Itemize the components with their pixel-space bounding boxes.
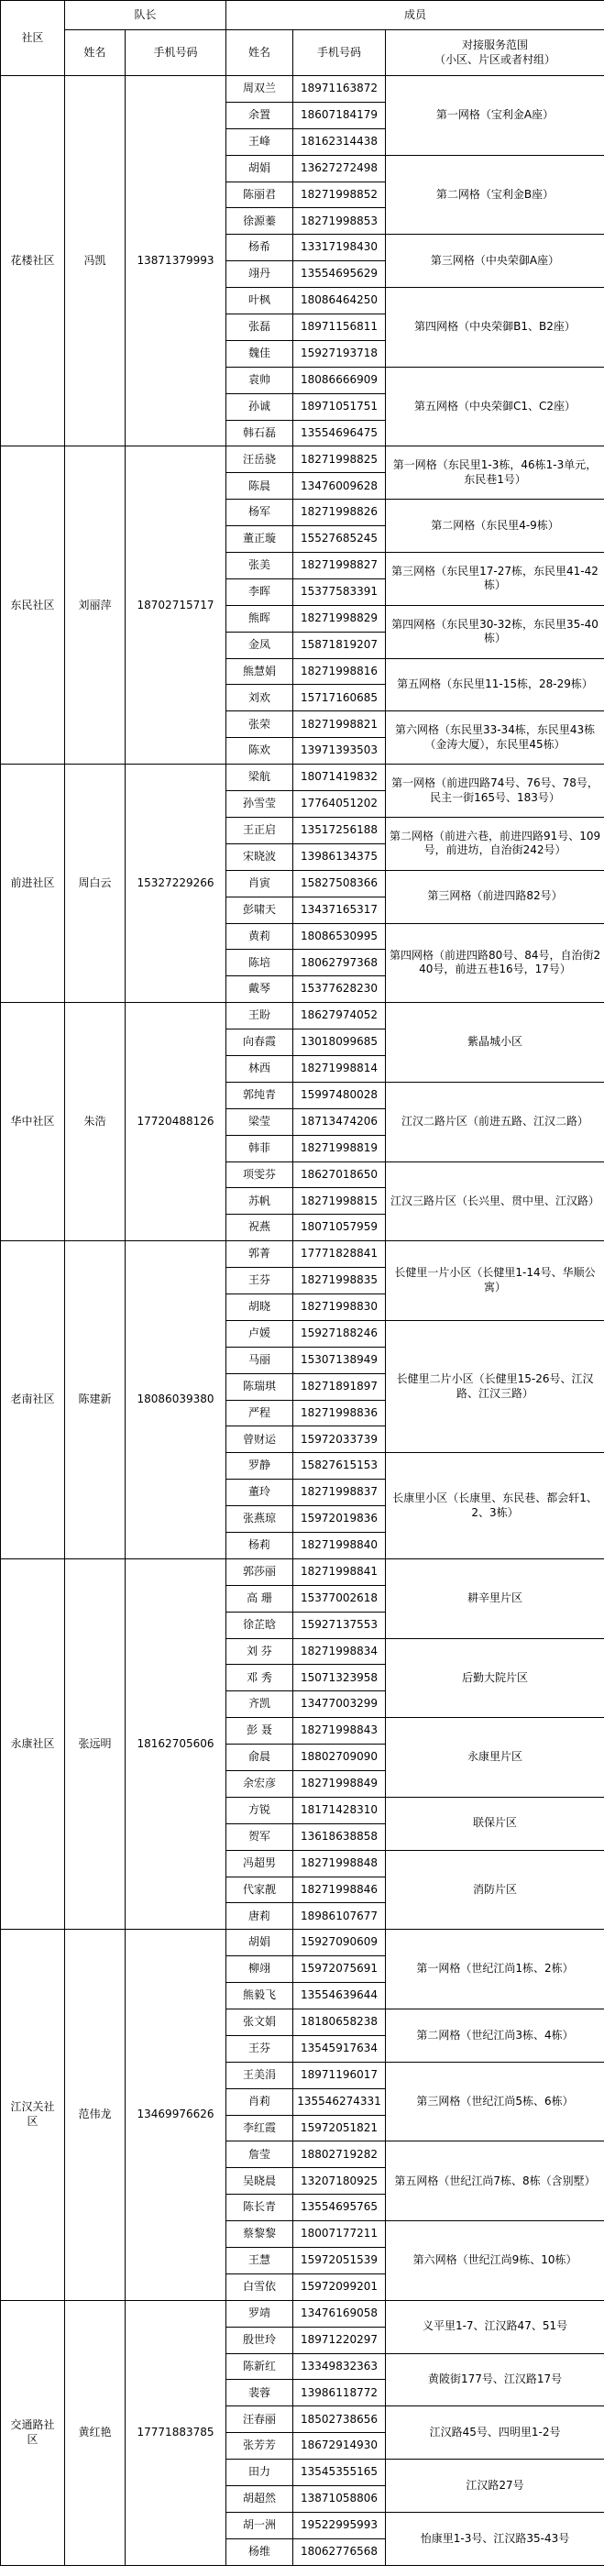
member-phone-cell: 18802719282 — [293, 2141, 386, 2168]
captain-phone-cell: 17771883785 — [126, 2300, 226, 2565]
member-name-cell: 王正启 — [226, 817, 293, 843]
member-name-cell: 韩菲 — [226, 1135, 293, 1161]
member-name-cell: 余宏彦 — [226, 1771, 293, 1798]
member-name-cell: 代家靓 — [226, 1877, 293, 1903]
member-name-cell: 张芳芳 — [226, 2433, 293, 2460]
member-phone-cell: 15377002618 — [293, 1585, 386, 1612]
member-name-cell: 熊晖 — [226, 605, 293, 632]
member-phone-cell: 13476009628 — [293, 473, 386, 500]
member-name-cell: 陈新红 — [226, 2353, 293, 2380]
captain-name-cell: 张远明 — [65, 1558, 126, 1929]
member-phone-cell: 13476169058 — [293, 2300, 386, 2327]
table-header — [1, 1, 604, 76]
member-name-cell: 殷世玲 — [226, 2327, 293, 2353]
member-phone-cell: 18071419832 — [293, 765, 386, 791]
captain-name-cell: 冯凯 — [65, 76, 126, 446]
member-name-cell: 苏帆 — [226, 1188, 293, 1215]
member-phone-cell: 13986134375 — [293, 843, 386, 870]
table-row — [1, 1930, 604, 1956]
member-name-cell: 白雪依 — [226, 2273, 293, 2300]
community-name-cell: 交通路社区 — [1, 2300, 65, 2565]
member-name-cell: 徐芷晗 — [226, 1612, 293, 1638]
member-phone-cell: 18271998834 — [293, 1638, 386, 1665]
member-phone-cell: 15972099201 — [293, 2273, 386, 2300]
header-member-name: 姓名 — [226, 30, 293, 76]
member-phone-cell: 18062797368 — [293, 950, 386, 976]
service-scope-cell: 怡康里1-3号、江汉路35-43号 — [386, 2512, 604, 2565]
member-phone-cell: 18086530995 — [293, 923, 386, 950]
member-name-cell: 方锐 — [226, 1797, 293, 1823]
member-name-cell: 罗静 — [226, 1453, 293, 1480]
member-phone-cell: 18986107677 — [293, 1903, 386, 1930]
member-phone-cell: 18271998841 — [293, 1558, 386, 1585]
member-phone-cell: 13871058806 — [293, 2486, 386, 2513]
member-phone-cell: 13554695629 — [293, 261, 386, 288]
member-phone-cell: 18086464250 — [293, 288, 386, 314]
member-phone-cell: 18171428310 — [293, 1797, 386, 1823]
member-name-cell: 杨希 — [226, 235, 293, 261]
member-name-cell: 俞晨 — [226, 1745, 293, 1771]
member-name-cell: 郭菁 — [226, 1241, 293, 1268]
member-phone-cell: 13545917634 — [293, 2035, 386, 2062]
member-phone-cell: 18971196017 — [293, 2062, 386, 2088]
service-scope-cell: 第五网格（中央荣御C1、C2座） — [386, 367, 604, 446]
member-name-cell: 肖寅 — [226, 870, 293, 897]
member-name-cell: 魏佳 — [226, 340, 293, 367]
member-phone-cell: 15527685245 — [293, 526, 386, 553]
member-name-cell: 肖莉 — [226, 2088, 293, 2115]
member-name-cell: 唐莉 — [226, 1903, 293, 1930]
member-name-cell: 陈丽君 — [226, 182, 293, 208]
header-captain: 队长 — [65, 1, 226, 30]
member-name-cell: 胡娟 — [226, 1930, 293, 1956]
captain-name-cell: 范伟龙 — [65, 1930, 126, 2300]
member-phone-cell: 18271998852 — [293, 182, 386, 208]
member-phone-cell: 13545355165 — [293, 2460, 386, 2486]
member-name-cell: 马丽 — [226, 1347, 293, 1373]
member-phone-cell: 15827508366 — [293, 870, 386, 897]
member-name-cell: 熊毅飞 — [226, 1983, 293, 2009]
member-phone-cell: 18271998849 — [293, 1771, 386, 1798]
member-phone-cell: 18180658238 — [293, 2009, 386, 2036]
service-scope-cell: 后勤大院片区 — [386, 1638, 604, 1718]
member-phone-cell: 18271998848 — [293, 1850, 386, 1877]
member-phone-cell: 17764051202 — [293, 791, 386, 818]
member-phone-cell: 13517256188 — [293, 817, 386, 843]
member-name-cell: 汪岳骁 — [226, 446, 293, 473]
header-community: 社区 — [1, 1, 65, 76]
service-scope-cell: 耕辛里片区 — [386, 1558, 604, 1638]
captain-phone-cell: 17720488126 — [126, 1003, 226, 1241]
member-phone-cell: 18071057959 — [293, 1215, 386, 1241]
service-scope-cell: 第二网格（前进六巷，前进四路91号、109号，前进坊，自治街242号） — [386, 817, 604, 870]
member-name-cell: 李红霞 — [226, 2115, 293, 2141]
member-name-cell: 韩石磊 — [226, 420, 293, 446]
member-name-cell: 杨军 — [226, 500, 293, 526]
member-phone-cell: 13554696475 — [293, 420, 386, 446]
member-name-cell: 詹莹 — [226, 2141, 293, 2168]
member-phone-cell: 15972019836 — [293, 1506, 386, 1533]
member-name-cell: 周双兰 — [226, 76, 293, 103]
member-name-cell: 熊慧娟 — [226, 658, 293, 685]
member-name-cell: 卢媛 — [226, 1320, 293, 1347]
member-name-cell: 胡娟 — [226, 155, 293, 182]
member-phone-cell: 13986118772 — [293, 2380, 386, 2406]
community-name-cell: 华中社区 — [1, 1003, 65, 1241]
community-name-cell: 前进社区 — [1, 765, 65, 1003]
member-name-cell: 罗靖 — [226, 2300, 293, 2327]
community-name-cell: 花楼社区 — [1, 76, 65, 446]
member-phone-cell: 15927193718 — [293, 340, 386, 367]
member-name-cell: 胡超然 — [226, 2486, 293, 2513]
member-name-cell: 田力 — [226, 2460, 293, 2486]
table-row — [1, 1558, 604, 1585]
header-row-1 — [1, 1, 604, 30]
member-name-cell: 董正璇 — [226, 526, 293, 553]
member-name-cell: 冯超男 — [226, 1850, 293, 1877]
table-row — [1, 1241, 604, 1268]
service-scope-cell: 第三网格（世纪江尚5栋、6栋） — [386, 2062, 604, 2141]
member-phone-cell: 18971051751 — [293, 393, 386, 420]
member-phone-cell: 15071323958 — [293, 1665, 386, 1691]
member-name-cell: 余置 — [226, 102, 293, 128]
member-phone-cell: 18271998843 — [293, 1718, 386, 1745]
member-name-cell: 李晖 — [226, 578, 293, 605]
service-scope-cell: 第二网格（世纪江尚3栋、4栋） — [386, 2009, 604, 2063]
member-phone-cell: 18271998846 — [293, 1877, 386, 1903]
member-phone-cell: 13207180925 — [293, 2168, 386, 2195]
member-name-cell: 王慧 — [226, 2248, 293, 2274]
header-service-scope-title: 对接服务范围 — [462, 38, 529, 51]
member-name-cell: 孙雪莹 — [226, 791, 293, 818]
member-phone-cell: 15827615153 — [293, 1453, 386, 1480]
member-phone-cell: 18271998819 — [293, 1135, 386, 1161]
member-phone-cell: 15927137553 — [293, 1612, 386, 1638]
member-name-cell: 郭莎丽 — [226, 1558, 293, 1585]
captain-phone-cell: 13871379993 — [126, 76, 226, 446]
service-scope-cell: 第四网格（东民里30-32栋，东民里35-40栋） — [386, 605, 604, 658]
member-name-cell: 王美涓 — [226, 2062, 293, 2088]
member-phone-cell: 13349832363 — [293, 2353, 386, 2380]
member-phone-cell: 15927090609 — [293, 1930, 386, 1956]
service-scope-cell: 第二网格（宝利金B座） — [386, 155, 604, 235]
captain-name-cell: 朱浩 — [65, 1003, 126, 1241]
member-name-cell: 张燕琼 — [226, 1506, 293, 1533]
member-phone-cell: 13554695765 — [293, 2195, 386, 2221]
captain-name-cell: 黄红艳 — [65, 2300, 126, 2565]
member-phone-cell: 18971220297 — [293, 2327, 386, 2353]
member-phone-cell: 18271998853 — [293, 208, 386, 235]
service-scope-cell: 江汉三路片区（长兴里、贯中里、江汉路） — [386, 1161, 604, 1241]
header-captain-name: 姓名 — [65, 30, 126, 76]
member-name-cell: 徐源蓁 — [226, 208, 293, 235]
service-scope-cell: 江汉路45号、四明里1-2号 — [386, 2406, 604, 2460]
service-scope-cell: 第五网格（世纪江尚7栋、8栋（含别墅） — [386, 2141, 604, 2221]
member-name-cell: 陈培 — [226, 950, 293, 976]
captain-phone-cell: 18086039380 — [126, 1241, 226, 1559]
header-members: 成员 — [226, 1, 604, 30]
member-name-cell: 向春霞 — [226, 1029, 293, 1056]
member-phone-cell: 18271891897 — [293, 1373, 386, 1400]
member-phone-cell: 13437165317 — [293, 897, 386, 923]
member-name-cell: 陈晨 — [226, 473, 293, 500]
service-scope-cell: 联保片区 — [386, 1797, 604, 1850]
header-service-scope — [386, 30, 604, 76]
member-name-cell: 彭啸天 — [226, 897, 293, 923]
member-phone-cell: 18007177211 — [293, 2221, 386, 2248]
member-phone-cell: 18086666909 — [293, 367, 386, 393]
captain-phone-cell: 13469976626 — [126, 1930, 226, 2300]
community-name-cell: 永康社区 — [1, 1558, 65, 1929]
member-phone-cell: 13971393503 — [293, 738, 386, 765]
table-row — [1, 2300, 604, 2327]
community-name-cell: 东民社区 — [1, 446, 65, 765]
member-name-cell: 袁帅 — [226, 367, 293, 393]
member-name-cell: 邓 秀 — [226, 1665, 293, 1691]
member-phone-cell: 13627272498 — [293, 155, 386, 182]
member-name-cell: 杨莉 — [226, 1532, 293, 1558]
member-phone-cell: 18271998837 — [293, 1480, 386, 1506]
service-scope-cell: 消防片区 — [386, 1850, 604, 1930]
member-phone-cell: 18607184179 — [293, 102, 386, 128]
captain-name-cell: 陈建新 — [65, 1241, 126, 1559]
table-row — [1, 76, 604, 103]
table-row — [1, 446, 604, 473]
service-scope-cell: 第六网格（世纪江尚9栋、10栋） — [386, 2221, 604, 2301]
member-name-cell: 梁航 — [226, 765, 293, 791]
service-scope-cell: 黄陂街177号、江汉路17号 — [386, 2353, 604, 2406]
service-scope-cell: 长健里一片小区（长健里1-14号、华顺公寓） — [386, 1241, 604, 1321]
member-phone-cell: 19522995993 — [293, 2512, 386, 2538]
member-phone-cell: 13554639644 — [293, 1983, 386, 2009]
captain-phone-cell: 18702715717 — [126, 446, 226, 765]
member-name-cell: 齐凯 — [226, 1691, 293, 1718]
member-name-cell: 陈欢 — [226, 738, 293, 765]
service-scope-cell: 长康里小区（长康里、东民巷、都会轩1、2、3栋） — [386, 1453, 604, 1559]
member-phone-cell: 18802709090 — [293, 1745, 386, 1771]
member-phone-cell: 18271998829 — [293, 605, 386, 632]
member-phone-cell: 13618638858 — [293, 1823, 386, 1850]
service-scope-cell: 第三网格（中央荣御A座） — [386, 235, 604, 288]
service-scope-cell: 永康里片区 — [386, 1718, 604, 1798]
header-member-phone: 手机号码 — [293, 30, 386, 76]
member-name-cell: 祝燕 — [226, 1215, 293, 1241]
member-name-cell: 严程 — [226, 1400, 293, 1426]
member-name-cell: 张磊 — [226, 314, 293, 341]
table-body — [1, 76, 604, 2566]
member-phone-cell: 13018099685 — [293, 1029, 386, 1056]
member-phone-cell: 18271998830 — [293, 1294, 386, 1320]
member-name-cell: 彭 聂 — [226, 1718, 293, 1745]
member-phone-cell: 18162314438 — [293, 128, 386, 155]
member-phone-cell: 15972075691 — [293, 1956, 386, 1983]
member-name-cell: 张文娟 — [226, 2009, 293, 2036]
member-phone-cell: 13477003299 — [293, 1691, 386, 1718]
service-scope-cell: 义平里1-7、江汉路47、51号 — [386, 2300, 604, 2353]
member-name-cell: 裴蓉 — [226, 2380, 293, 2406]
captain-phone-cell: 18162705606 — [126, 1558, 226, 1929]
service-scope-cell: 第五网格（东民里11-15栋，28-29栋） — [386, 658, 604, 711]
service-scope-cell: 紫晶城小区 — [386, 1003, 604, 1083]
member-name-cell: 刘欢 — [226, 685, 293, 711]
member-name-cell: 郭纯青 — [226, 1082, 293, 1108]
table-row — [1, 1003, 604, 1029]
member-name-cell: 汪春丽 — [226, 2406, 293, 2433]
member-name-cell: 黄莉 — [226, 923, 293, 950]
member-name-cell: 戴琴 — [226, 976, 293, 1003]
member-phone-cell: 18271998816 — [293, 658, 386, 685]
member-name-cell: 梁莹 — [226, 1108, 293, 1135]
member-phone-cell: 15972033739 — [293, 1426, 386, 1453]
member-phone-cell: 18271998825 — [293, 446, 386, 473]
header-service-scope-note: （小区、片区或者村组） — [434, 52, 556, 66]
member-name-cell: 王芬 — [226, 2035, 293, 2062]
header-captain-phone: 手机号码 — [126, 30, 226, 76]
member-name-cell: 贺军 — [226, 1823, 293, 1850]
member-name-cell: 翊丹 — [226, 261, 293, 288]
captain-phone-cell: 15327229266 — [126, 765, 226, 1003]
service-scope-cell: 第一网格（前进四路74号、76号、78号，民主一街165号、183号） — [386, 765, 604, 818]
service-scope-cell: 第一网格（世纪江尚1栋、2栋） — [386, 1930, 604, 2009]
member-name-cell: 曾财运 — [226, 1426, 293, 1453]
member-phone-cell: 135546274331 — [293, 2088, 386, 2115]
member-phone-cell: 15972051821 — [293, 2115, 386, 2141]
service-scope-cell: 第一网格（宝利金A座） — [386, 76, 604, 156]
member-name-cell: 董玲 — [226, 1480, 293, 1506]
service-scope-cell: 江汉二路片区（前进五路、江汉二路） — [386, 1082, 604, 1161]
member-phone-cell: 15307138949 — [293, 1347, 386, 1373]
member-name-cell: 柳翊 — [226, 1956, 293, 1983]
member-name-cell: 高 珊 — [226, 1585, 293, 1612]
member-name-cell: 王盼 — [226, 1003, 293, 1029]
member-name-cell: 刘 芬 — [226, 1638, 293, 1665]
member-phone-cell: 18713474206 — [293, 1108, 386, 1135]
table-row — [1, 765, 604, 791]
service-scope-cell: 第四网格（中央荣御B1、B2座） — [386, 288, 604, 368]
member-name-cell: 蔡黎黎 — [226, 2221, 293, 2248]
service-scope-cell: 第四网格（前进四路80号、84号，自治街240号，前进五巷16号，17号） — [386, 923, 604, 1003]
member-name-cell: 张荣 — [226, 711, 293, 738]
member-phone-cell: 18271998827 — [293, 553, 386, 579]
member-phone-cell: 18627974052 — [293, 1003, 386, 1029]
member-phone-cell: 18271998814 — [293, 1055, 386, 1082]
member-name-cell: 张美 — [226, 553, 293, 579]
member-name-cell: 王芬 — [226, 1268, 293, 1294]
captain-name-cell: 周白云 — [65, 765, 126, 1003]
member-name-cell: 陈长青 — [226, 2195, 293, 2221]
service-scope-cell: 第三网格（东民里17-27栋，东民里41-42栋） — [386, 553, 604, 606]
member-name-cell: 叶枫 — [226, 288, 293, 314]
member-name-cell: 胡一洲 — [226, 2512, 293, 2538]
member-phone-cell: 15997480028 — [293, 1082, 386, 1108]
member-name-cell: 吴晓晨 — [226, 2168, 293, 2195]
member-phone-cell: 15871819207 — [293, 632, 386, 658]
member-name-cell: 胡晓 — [226, 1294, 293, 1320]
community-name-cell: 老南社区 — [1, 1241, 65, 1559]
member-phone-cell: 18672914930 — [293, 2433, 386, 2460]
service-scope-cell: 第一网格（东民里1-3栋，46栋1-3单元，东民巷1号） — [386, 446, 604, 500]
member-phone-cell: 15377583391 — [293, 578, 386, 605]
member-name-cell: 杨维 — [226, 2538, 293, 2565]
service-scope-cell: 长健里二片小区（长健里15-26号、江汉路、江汉三路） — [386, 1320, 604, 1452]
member-phone-cell: 18271998821 — [293, 711, 386, 738]
member-phone-cell: 15972051539 — [293, 2248, 386, 2274]
service-scope-cell: 第二网格（东民里4-9栋） — [386, 500, 604, 553]
service-scope-cell: 第六网格（东民里33-34栋，东民里43栋（金涛大厦），东民里45栋） — [386, 711, 604, 765]
member-phone-cell: 18502738656 — [293, 2406, 386, 2433]
member-name-cell: 陈瑞琪 — [226, 1373, 293, 1400]
member-phone-cell: 18062776568 — [293, 2538, 386, 2565]
header-row-2 — [1, 30, 604, 76]
member-phone-cell: 18971156811 — [293, 314, 386, 341]
member-name-cell: 项雯芬 — [226, 1161, 293, 1188]
captain-name-cell: 刘丽萍 — [65, 446, 126, 765]
community-name-cell: 江汉关社区 — [1, 1930, 65, 2300]
member-name-cell: 王峰 — [226, 128, 293, 155]
member-phone-cell: 15927188246 — [293, 1320, 386, 1347]
member-phone-cell: 18271998835 — [293, 1268, 386, 1294]
member-phone-cell: 15377628230 — [293, 976, 386, 1003]
service-scope-cell: 第三网格（前进四路82号） — [386, 870, 604, 923]
member-name-cell: 林西 — [226, 1055, 293, 1082]
member-phone-cell: 18271998815 — [293, 1188, 386, 1215]
member-phone-cell: 18271998826 — [293, 500, 386, 526]
member-phone-cell: 18971163872 — [293, 76, 386, 103]
member-phone-cell: 15717160685 — [293, 685, 386, 711]
member-name-cell: 金凤 — [226, 632, 293, 658]
member-phone-cell: 17771828841 — [293, 1241, 386, 1268]
member-name-cell: 宋晓波 — [226, 843, 293, 870]
member-name-cell: 孙诚 — [226, 393, 293, 420]
member-phone-cell: 18271998840 — [293, 1532, 386, 1558]
member-phone-cell: 13317198430 — [293, 235, 386, 261]
member-phone-cell: 18271998836 — [293, 1400, 386, 1426]
member-phone-cell: 18627018650 — [293, 1161, 386, 1188]
service-scope-cell: 江汉路27号 — [386, 2460, 604, 2513]
